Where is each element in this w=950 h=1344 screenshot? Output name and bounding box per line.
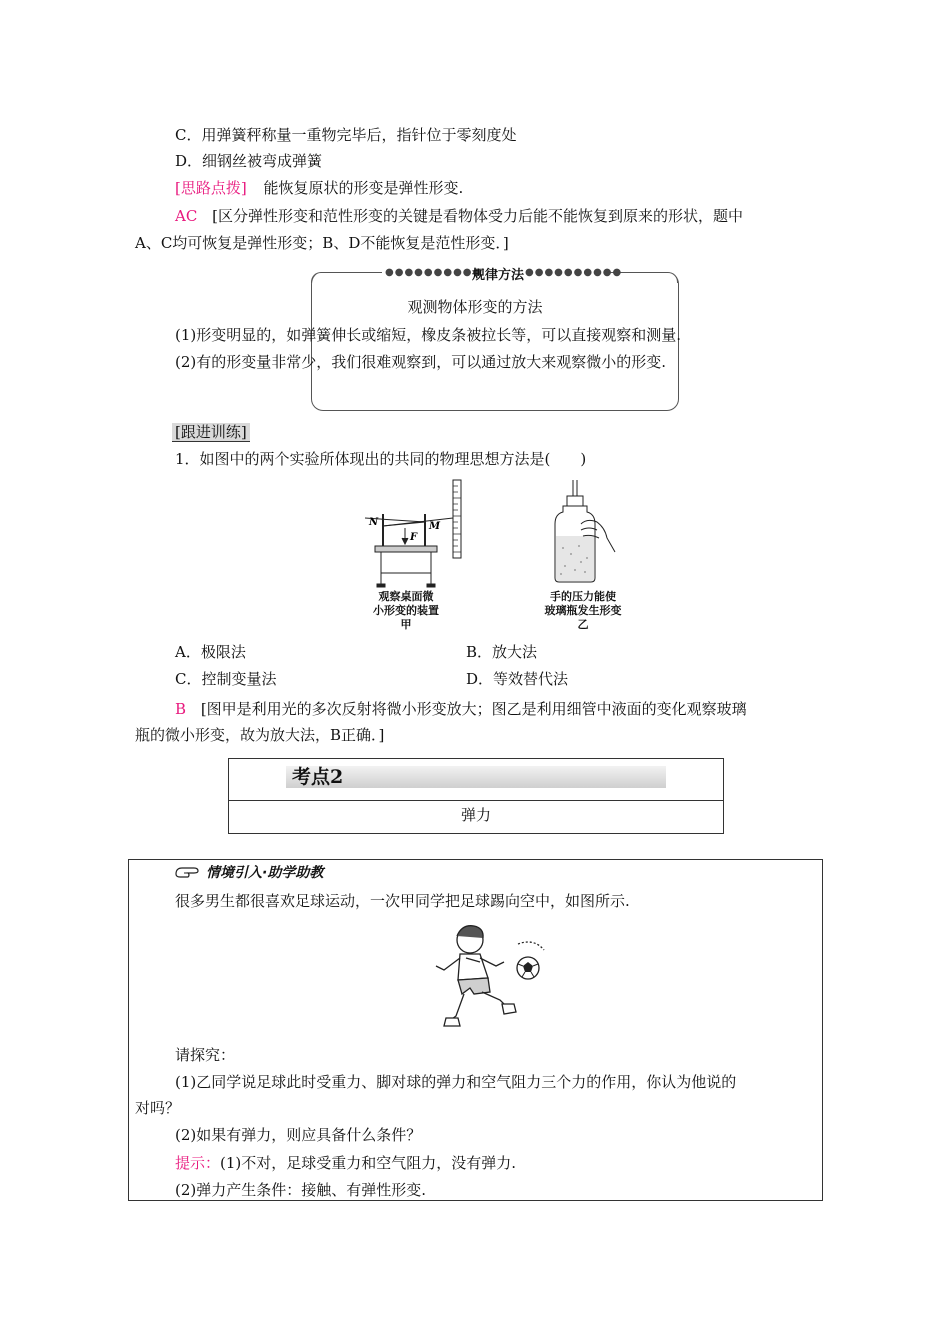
answer-line-1 xyxy=(175,205,743,227)
fig-left-caption-2: 小形变的装置 xyxy=(373,604,439,617)
rule-dots-right: ●●●●●●●●●● xyxy=(525,267,623,278)
scene-prompt: 请探究： xyxy=(175,1046,236,1064)
kaodian-badge: 考点2 xyxy=(292,766,344,788)
practice-option-d: D．等效替代法 xyxy=(466,670,569,688)
rule-box-corner-left xyxy=(311,272,382,283)
option-c: C．用弹簧秤称量一重物完毕后，指针位于零刻度处 xyxy=(175,126,517,144)
soccer-player-illustration xyxy=(422,918,552,1036)
practice-option-b: B．放大法 xyxy=(466,643,538,661)
practice-tag: [跟进训练] xyxy=(172,423,250,442)
fig-right-caption xyxy=(528,590,638,632)
scene-answer-2: (2)弹力产生条件：接触、有弹性形变. xyxy=(175,1181,427,1199)
practice-answer-label: B xyxy=(175,700,187,718)
fig-right-caption-2: 玻璃瓶发生形变 xyxy=(544,604,622,617)
scene-q2: (2)如果有弹力，则应具备什么条件？ xyxy=(175,1126,422,1144)
fig-left-m: M xyxy=(429,521,441,532)
rule-item-2: (2)有的形变量非常少，我们很难观察到，可以通过放大来观察微小的形变. xyxy=(175,353,667,371)
answer-text-1: [区分弹性形变和范性形变的关键是看物体受力后能不能恢复到原来的形状，题中 xyxy=(212,207,743,225)
rule-item-1: (1)形变明显的，如弹簧伸长或缩短，橡皮条被拉长等，可以直接观察和测量. xyxy=(175,326,682,344)
answer-label: AC xyxy=(175,207,198,225)
fig-right-bottle xyxy=(535,478,630,588)
hint-line xyxy=(175,177,463,199)
practice-option-c: C．控制变量法 xyxy=(175,670,277,688)
pointing-hand-icon xyxy=(174,864,204,880)
scene-header: 情境引入·助学助教 xyxy=(206,865,324,881)
fig-left-n: N xyxy=(369,517,379,528)
fig-right-caption-1: 手的压力能使 xyxy=(550,590,616,603)
fig-left-f: F xyxy=(410,532,418,543)
rule-dots-left: ●●●●●●●●●● xyxy=(385,267,483,278)
practice-answer-line-1 xyxy=(175,698,747,720)
practice-answer-text-2: 瓶的微小形变，故为放大法，B正确．] xyxy=(135,726,385,744)
fig-left-apparatus xyxy=(355,478,475,598)
fig-left-caption xyxy=(358,590,454,632)
hint-tag: [思路点拨] xyxy=(175,179,247,197)
practice-question: 1．如图中的两个实验所体现出的共同的物理思想方法是( ) xyxy=(175,450,587,468)
scene-intro: 很多男生都很喜欢足球运动，一次甲同学把足球踢向空中，如图所示. xyxy=(175,892,630,910)
fig-left-label: 甲 xyxy=(400,618,412,631)
answer-text-2: A、C均可恢复是弹性形变；B、D不能恢复是范性形变．] xyxy=(135,234,509,252)
fig-left-caption-1: 观察桌面微 xyxy=(378,590,434,603)
scene-hint-label: 提示： xyxy=(175,1154,221,1172)
practice-answer-text-1: [图甲是利用光的多次反射将微小形变放大；图乙是利用细管中液面的变化观察玻璃 xyxy=(200,700,747,718)
scene-q1-line-1: (1)乙同学说足球此时受重力、脚对球的弹力和空气阻力三个力的作用，你认为他说的 xyxy=(175,1073,737,1091)
hint-text: 能恢复原状的形变是弹性形变. xyxy=(263,179,464,197)
fig-right-label: 乙 xyxy=(577,618,589,631)
rule-title: 观测物体形变的方法 xyxy=(407,298,543,316)
kaodian-title: 弹力 xyxy=(460,806,491,824)
scene-q1-line-2: 对吗？ xyxy=(135,1099,181,1117)
scene-answer-1 xyxy=(175,1152,516,1174)
rule-header: 规律方法 xyxy=(472,268,525,283)
scene-a1: (1)不对，足球受重力和空气阻力，没有弹力. xyxy=(220,1154,517,1172)
kaodian-divider xyxy=(228,800,724,801)
practice-option-a: A．极限法 xyxy=(175,643,246,661)
option-d: D．细钢丝被弯成弹簧 xyxy=(175,152,323,170)
